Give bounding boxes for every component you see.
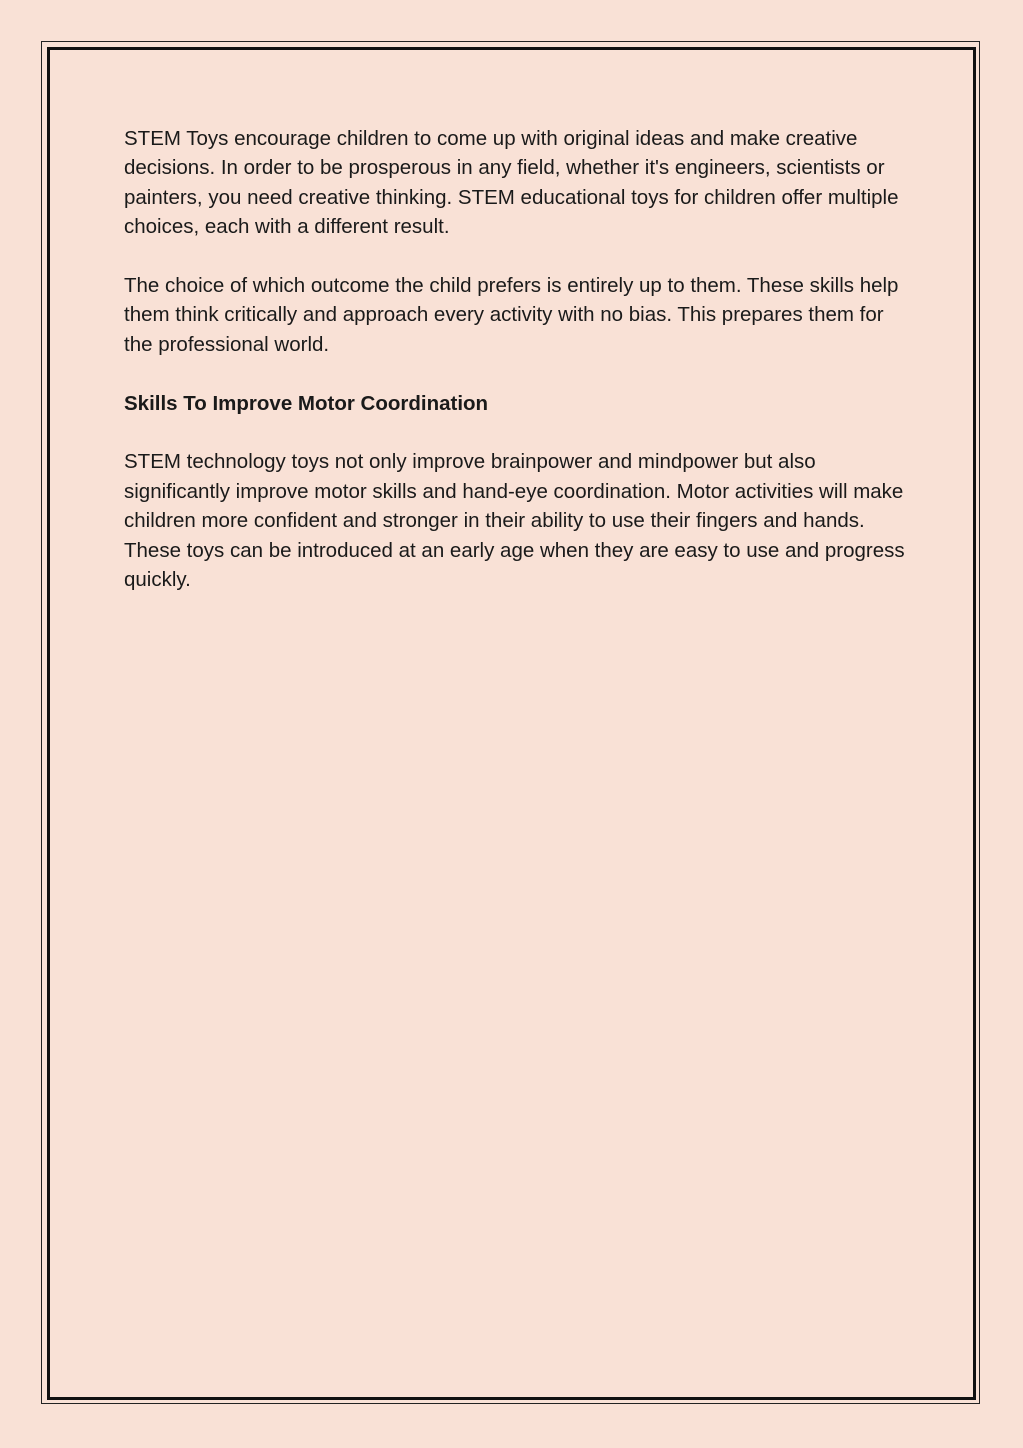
- document-body: [124, 124, 914, 624]
- paragraph-choice-of-outcome: The choice of which outcome the child prefers is entirely up to them. These skills help them think critically and approach every activity with no bias. This prepares them for the professional world.: [124, 274, 899, 356]
- section-heading: Skills To Improve Motor Coordination: [124, 391, 489, 415]
- paragraph-creative-decisions: STEM Toys encourage children to come up with original ideas and make creative decisions. In order to be prosperous in any field, whether it's engineers, scientists or painters, you need creative thinking. STEM educational toys for children offer multiple choices, each with a different result.: [124, 127, 899, 239]
- paragraph-motor-skills: STEM technology toys not only improve brainpower and mindpower but also significantly improve motor skills and hand-eye coordination. Motor activities will make children more confident and stronger in their ability to use their fingers and hands. These toys can be introduced at an early age when they are easy to use and progress quickly.: [124, 450, 905, 592]
